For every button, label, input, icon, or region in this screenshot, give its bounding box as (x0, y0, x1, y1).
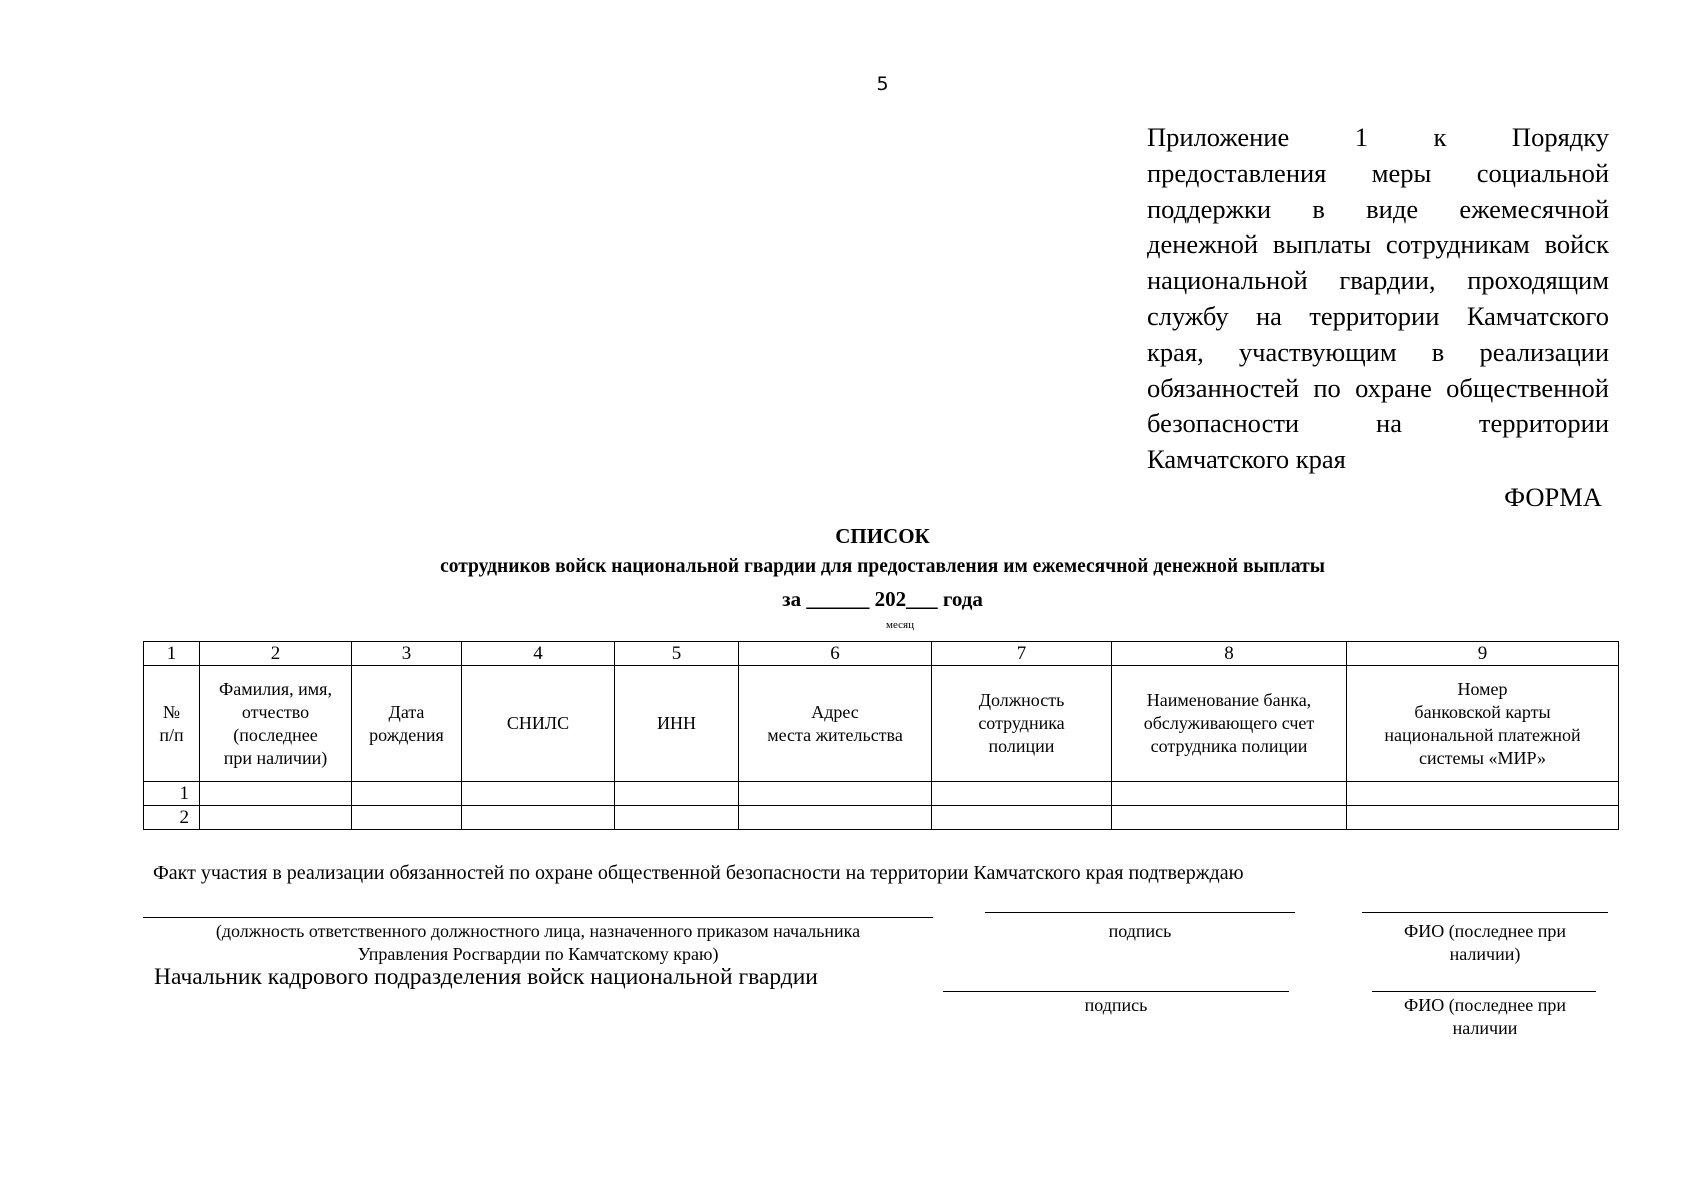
fio-line (1372, 991, 1596, 992)
table-cell (615, 782, 739, 806)
header-bank-name: Наименование банка, обслуживающего счет сотрудника полиции (1112, 666, 1347, 782)
fio-line (1362, 912, 1608, 913)
header-position: Должность сотрудника полиции (932, 666, 1112, 782)
forma-label: ФОРМА (1504, 482, 1602, 512)
table-cell (739, 782, 932, 806)
header-row (144, 666, 1619, 782)
table-cell (1347, 806, 1619, 830)
appendix-heading: Приложение 1 к Порядку предоставления меры социальной поддержки в виде ежемесячной денежной выплаты сотрудникам войск национальной гвардии, проходящим службу на территории Камчатского края, участвующим в реализации обязанностей по охране общественной безопасности на территории Камчатского края (1147, 122, 1609, 475)
column-number: 4 (462, 642, 615, 666)
header-address: Адрес места жительства (739, 666, 932, 782)
position-caption: (должность ответственного должностного лица, назначенного приказом начальника Управления Росгвардии по Камчатскому краю) (215, 921, 861, 964)
table-cell (615, 806, 739, 830)
signature-caption: подпись (1108, 921, 1172, 941)
chief-title: Начальник кадрового подразделения войск национальной гвардии (154, 964, 818, 990)
fio-caption: ФИО (последнее при наличии (1403, 995, 1567, 1038)
column-number: 3 (352, 642, 462, 666)
table-cell (462, 782, 615, 806)
column-number: 7 (932, 642, 1112, 666)
header-number: № п/п (144, 666, 200, 782)
column-number: 6 (739, 642, 932, 666)
document-title: СПИСОК (835, 524, 930, 548)
table-cell (1112, 806, 1347, 830)
table-cell (462, 806, 615, 830)
column-number: 5 (615, 642, 739, 666)
page-number: 5 (876, 73, 889, 95)
header-full-name: Фамилия, имя, отчество (последнее при наличии) (200, 666, 352, 782)
table-cell (352, 806, 462, 830)
table-cell (739, 806, 932, 830)
signature-caption: подпись (1084, 995, 1148, 1015)
table-cell (1112, 782, 1347, 806)
table-row (144, 806, 1619, 830)
fio-caption: ФИО (последнее при наличии) (1403, 921, 1567, 964)
employees-table (143, 641, 1619, 830)
period-line: за ______ 202___ года (782, 587, 983, 611)
signature-line (985, 912, 1295, 913)
header-card-number: Номер банковской карты национальной платежной системы «МИР» (1347, 666, 1619, 782)
table-cell (200, 806, 352, 830)
table-cell (1347, 782, 1619, 806)
header-snils: СНИЛС (462, 666, 615, 782)
table-cell (932, 806, 1112, 830)
row-number: 2 (144, 806, 200, 830)
column-number: 9 (1347, 642, 1619, 666)
table-cell (352, 782, 462, 806)
table-cell (932, 782, 1112, 806)
position-line (143, 917, 933, 918)
header-birth-date: Дата рождения (352, 666, 462, 782)
table-cell (200, 782, 352, 806)
row-number: 1 (144, 782, 200, 806)
column-number: 8 (1112, 642, 1347, 666)
signature-line (943, 991, 1289, 992)
header-inn: ИНН (615, 666, 739, 782)
confirmation-text: Факт участия в реализации обязанностей по охране общественной безопасности на территории Камчатского края подтверждаю (153, 862, 1244, 884)
column-number: 2 (200, 642, 352, 666)
column-number-row (144, 642, 1619, 666)
month-note: месяц (886, 619, 914, 631)
column-number: 1 (144, 642, 200, 666)
document-subtitle: сотрудников войск национальной гвардии для предоставления им ежемесячной денежной выплаты (440, 556, 1325, 577)
table-row (144, 782, 1619, 806)
